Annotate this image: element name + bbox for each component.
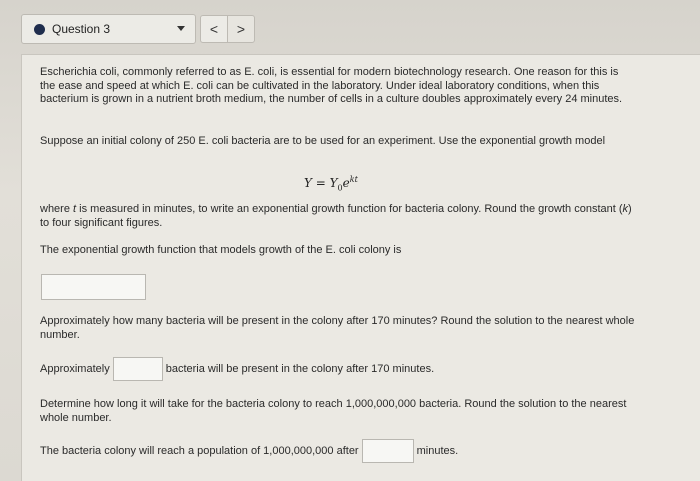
part3-before-text: The bacteria colony will reach a population of 1,000,000,000 after [40, 444, 359, 457]
instruction-suffix: ) to four significant figures. [40, 203, 632, 229]
formula-subscript: 0 [337, 183, 343, 193]
question-selector[interactable] [21, 14, 196, 44]
instruction-paragraph [40, 203, 640, 230]
part2-before-text: Approximately [40, 362, 110, 375]
part2-after-text: bacteria will be present in the colony after 170 minutes. [165, 362, 435, 375]
next-question-button[interactable] [227, 15, 255, 43]
instruction-mid: is measured in minutes, to write an exponential growth function for bacteria colony. Round the growth constant ( [76, 203, 623, 215]
formula-e: e [342, 176, 350, 190]
instruction-prefix: where [40, 203, 74, 215]
status-dot-icon [34, 24, 45, 35]
instruction-k: k [622, 203, 629, 215]
part3-prompt: Determine how long it will take for the bacteria colony to reach 1,000,000,000 bacteria. Round the solution to the nearest whole number. [40, 398, 627, 424]
part3-after-text: minutes. [416, 444, 459, 457]
growth-function-input[interactable] [41, 274, 146, 300]
formula-exponent: kt [349, 175, 358, 184]
chevron-left-icon: < [209, 21, 219, 37]
formula-base: Y [329, 176, 338, 190]
question-panel [21, 54, 700, 481]
instruction-t: t [73, 203, 77, 215]
part2-prompt: Approximately how many bacteria will be present in the colony after 170 minutes? Round the solution to the nearest whole number. [40, 315, 635, 341]
formula-equals: = [311, 176, 330, 190]
chevron-right-icon: > [236, 21, 246, 37]
previous-question-button[interactable] [200, 15, 228, 43]
intro-paragraph: Escherichia coli, commonly referred to as E. coli, is essential for modern biotechnology research. One reason for this is the ease and speed at which E. coli can be cultivated in the laboratory. Under ideal laboratory conditions, when this bacterium is grown in a nutrient broth medium, the number of cells in a culture doubles approximately every 24 minutes. [40, 66, 623, 105]
chevron-down-icon [177, 26, 185, 31]
setup-paragraph: Suppose an initial colony of 250 E. coli bacteria are to be used for an experiment. Use the exponential growth model [40, 135, 606, 147]
bacteria-count-input[interactable] [113, 357, 163, 381]
part2-answer-row [40, 357, 434, 381]
minutes-input[interactable] [362, 439, 414, 463]
part3-answer-row [40, 439, 458, 463]
growth-formula [304, 175, 358, 192]
formula-lhs: Y [304, 176, 312, 190]
part1-prompt: The exponential growth function that models growth of the E. coli colony is [40, 244, 402, 256]
question-label: Question 3 [52, 22, 111, 36]
